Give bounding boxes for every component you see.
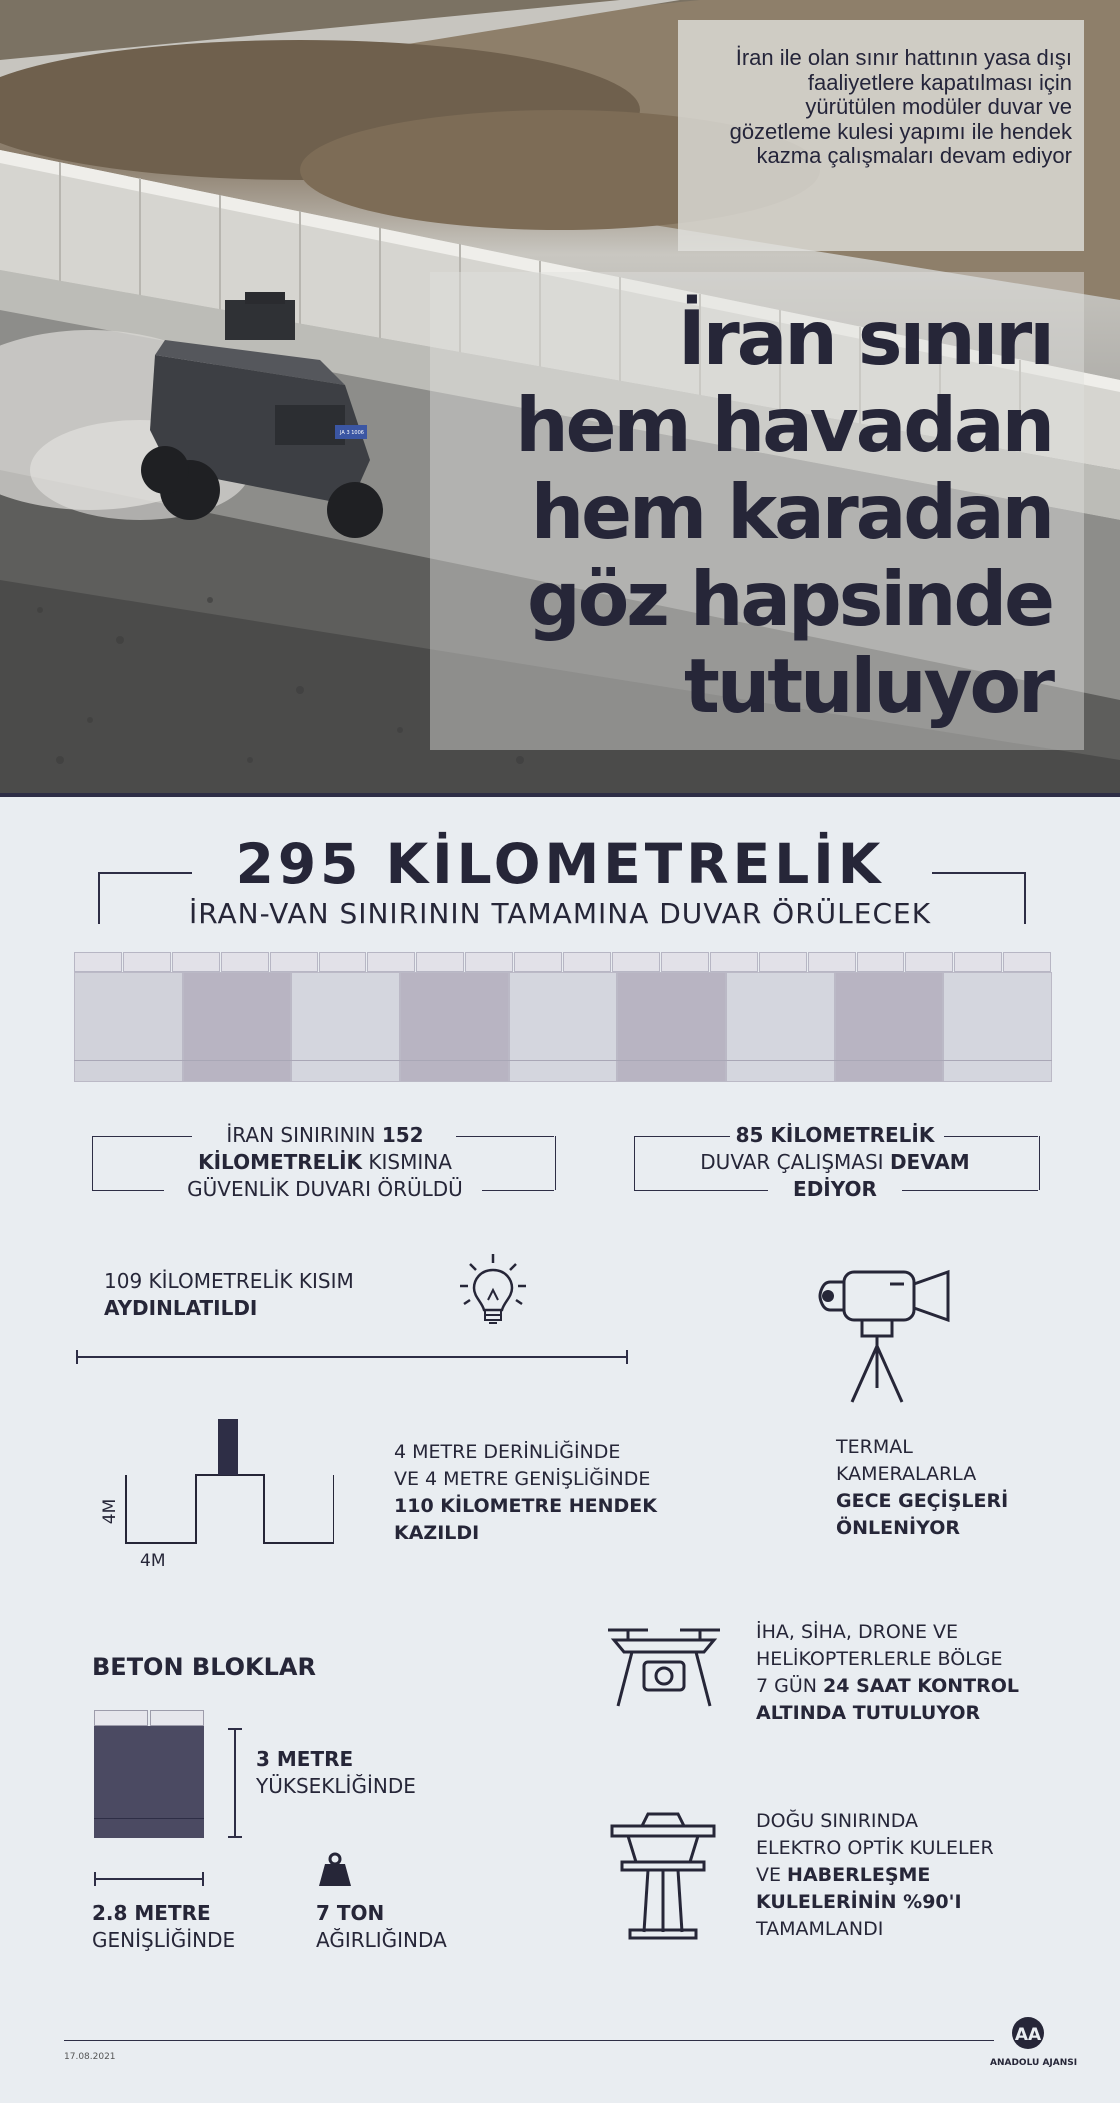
block-height-text <box>256 1746 416 1800</box>
trench-width-label: 4M <box>140 1551 166 1571</box>
wall-diagram <box>74 952 1052 1082</box>
trench-line: VE 4 METRE GENİŞLİĞİNDE <box>394 1468 651 1490</box>
wall-title: 295 KİLOMETRELİK <box>235 832 885 896</box>
trench-strong: KAZILDI <box>394 1522 480 1544</box>
stat-left-number: 152 <box>381 1123 424 1147</box>
blocks-title: BETON BLOKLAR <box>92 1653 316 1681</box>
towers-line: TAMAMLANDI <box>756 1918 884 1940</box>
towers-line: VE <box>756 1864 788 1886</box>
trench-strong: 110 KİLOMETRE HENDEK <box>394 1495 657 1517</box>
wall-panel <box>291 972 400 1082</box>
towers-line: ELEKTRO OPTİK KULELER <box>756 1837 994 1859</box>
stat-left-text: KISMINA <box>362 1150 452 1174</box>
logo-mark: AA <box>1014 2025 1042 2045</box>
drone-text <box>756 1619 1019 1727</box>
footer-rule <box>64 2040 994 2041</box>
wall-panel <box>617 972 726 1082</box>
block-width-tick <box>94 1872 96 1886</box>
thermal-strong: GECE GEÇİŞLERİ <box>836 1490 1009 1512</box>
drone-line: HELİKOPTERLERLE BÖLGE <box>756 1648 1003 1670</box>
wall-cap-row <box>74 952 1052 972</box>
block-width-tick <box>202 1872 204 1886</box>
lightbulb-icon <box>458 1252 528 1332</box>
lighting-text <box>104 1268 354 1322</box>
thermal-camera-icon <box>816 1262 956 1412</box>
hero-photo <box>0 0 1120 795</box>
towers-line: DOĞU SINIRINDA <box>756 1810 919 1832</box>
wall-subtitle: İRAN-VAN SINIRININ TAMAMINA DUVAR ÖRÜLECEK <box>188 897 932 930</box>
watchtower-icon <box>608 1800 718 1940</box>
headline-line: göz hapsinde <box>527 555 1052 643</box>
thermal-line: TERMAL <box>836 1436 913 1458</box>
block-width-label: GENİŞLİĞİNDE <box>92 1928 236 1952</box>
concrete-block <box>94 1726 204 1838</box>
concrete-block-cap <box>94 1710 204 1726</box>
title-bracket-right <box>932 872 1026 924</box>
wall-panel <box>183 972 292 1082</box>
agency-name: ANADOLU AJANSI <box>990 2058 1078 2068</box>
block-width-rule <box>94 1878 204 1880</box>
vehicle-plate: JA 3 1006 <box>340 430 364 436</box>
block-height-rule <box>234 1728 236 1838</box>
stat-right-strong: DEVAM <box>889 1150 970 1174</box>
stat-right-strong: EDİYOR <box>793 1177 877 1201</box>
drone-strong: 24 SAAT KONTROL <box>823 1675 1020 1697</box>
headline-line: hem havadan <box>515 381 1052 469</box>
stat-right-number: 85 KİLOMETRELİK <box>735 1123 935 1147</box>
stat-left-text: İRAN SINIRININ <box>226 1123 382 1147</box>
thermal-strong: ÖNLENİYOR <box>836 1517 960 1539</box>
block-width-value: 2.8 METRE <box>92 1901 211 1925</box>
wall-panel <box>943 972 1052 1082</box>
stat-right <box>680 1122 990 1203</box>
lighting-line: 109 KİLOMETRELİK KISIM <box>104 1269 354 1293</box>
section-divider <box>0 793 1120 797</box>
stat-left <box>150 1122 500 1203</box>
wall-panel <box>726 972 835 1082</box>
thermal-line: KAMERALARLA <box>836 1463 977 1485</box>
lighting-rule-tick <box>76 1350 78 1364</box>
block-height-label: YÜKSEKLİĞİNDE <box>256 1774 416 1798</box>
weight-icon <box>318 1852 352 1888</box>
block-weight-value: 7 TON <box>316 1901 385 1925</box>
wall-panel <box>509 972 618 1082</box>
title-bracket-left <box>98 872 192 924</box>
wall-panel <box>835 972 944 1082</box>
towers-text <box>756 1808 994 1943</box>
drone-strong: ALTINDA TUTULUYOR <box>756 1702 981 1724</box>
headline-line: tutuluyor <box>684 642 1052 730</box>
block-width-text <box>92 1900 235 1954</box>
towers-strong: KULELERİNİN %90'I <box>756 1891 962 1913</box>
drone-icon <box>604 1620 724 1720</box>
headline-line: hem karadan <box>530 468 1052 556</box>
block-height-tick <box>228 1836 242 1838</box>
trench-text <box>394 1439 657 1547</box>
block-weight-text <box>316 1900 447 1954</box>
block-height-value: 3 METRE <box>256 1747 354 1771</box>
block-height-tick <box>228 1728 242 1730</box>
headline-line: İran sınırı <box>677 294 1052 382</box>
footer-date: 17.08.2021 <box>64 2052 116 2062</box>
lighting-rule <box>76 1356 628 1358</box>
stat-left-text: GÜVENLİK DUVARI ÖRÜLDÜ <box>187 1177 463 1201</box>
hero-caption: İran ile olan sınır hattının yasa dışı faaliyetlere kapatılması için yürütülen modüler duvar ve gözetleme kulesi yapımı ile hendek kazma çalışmaları devam ediyor <box>729 45 1072 168</box>
trench-line: 4 METRE DERİNLİĞİNDE <box>394 1441 621 1463</box>
block-weight-label: AĞIRLIĞINDA <box>316 1928 447 1952</box>
agency-logo-icon <box>1008 2016 1048 2050</box>
stat-right-text: DUVAR ÇALIŞMASI <box>700 1150 890 1174</box>
hero-headline <box>412 295 1052 730</box>
wall-panel <box>400 972 509 1082</box>
drone-line: 7 GÜN <box>756 1675 824 1697</box>
wall-base <box>74 1060 1052 1061</box>
lighting-strong: AYDINLATILDI <box>104 1296 258 1320</box>
lighting-rule-tick <box>626 1350 628 1364</box>
trench-diagram <box>104 1415 334 1555</box>
stat-left-unit: KİLOMETRELİK <box>198 1150 363 1174</box>
thermal-text <box>836 1434 1008 1542</box>
towers-strong: HABERLEŞME <box>787 1864 931 1886</box>
concrete-block-base <box>94 1818 204 1819</box>
drone-line: İHA, SİHA, DRONE VE <box>756 1621 959 1643</box>
wall-panels <box>74 972 1052 1082</box>
trench-depth-label: 4M <box>100 1498 121 1525</box>
wall-panel <box>74 972 183 1082</box>
